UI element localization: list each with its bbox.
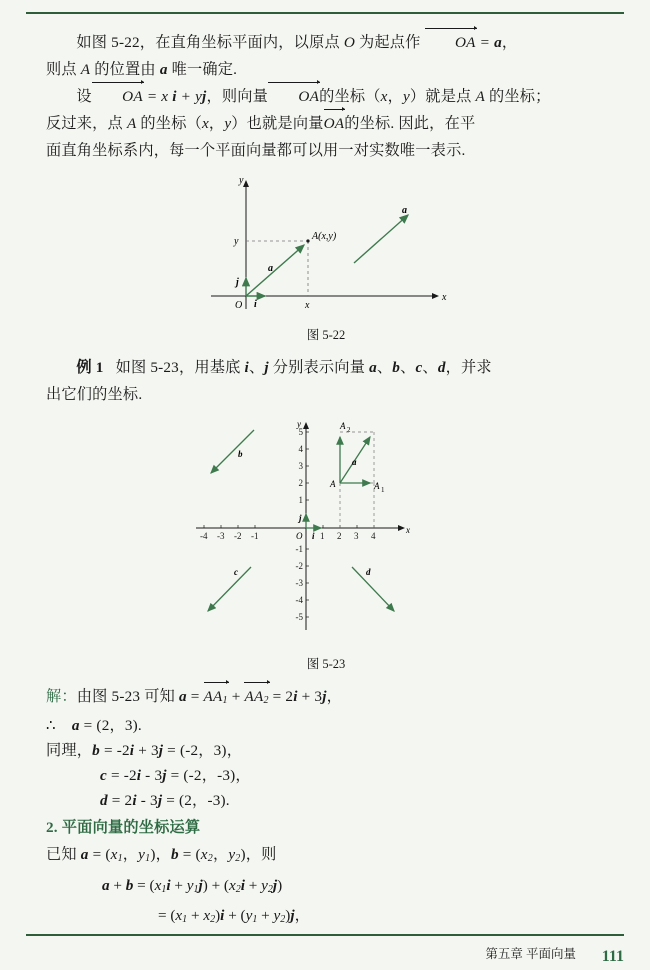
y-tick-labels (296, 427, 304, 622)
svg-text:-5: -5 (295, 612, 303, 622)
math-i: i (293, 688, 298, 705)
text-run: ， (387, 88, 403, 105)
solution-label: 解： (46, 688, 77, 705)
math-x2: $x_2$ (203, 907, 216, 925)
text-run: 、 (248, 359, 265, 376)
text-run: ， (501, 34, 518, 51)
therefore-symbol: ∴ (46, 717, 56, 734)
text-run: 的位置由 (90, 61, 160, 78)
text-run: ， (294, 907, 310, 924)
point-A2-sub: 2 (347, 426, 351, 434)
text-run: = (2，-3). (162, 792, 230, 809)
math-j: j (157, 792, 163, 809)
math-y2: $y_2$ (228, 846, 241, 864)
math-A: A (80, 61, 91, 78)
math-vector-OA: OA (268, 84, 319, 109)
solution-line-1 (46, 684, 606, 713)
text-run: 、 (400, 359, 416, 376)
text-run: = (-2，-3)， (166, 767, 251, 784)
example-1-line-1 (46, 355, 606, 380)
text-run: + y (176, 88, 203, 105)
text-run: 出它们的坐标. (46, 386, 143, 403)
math-O: O (343, 34, 356, 51)
text-run: ）也就是向量 (231, 115, 324, 132)
svg-text:3: 3 (354, 531, 359, 541)
example-1-line-2 (46, 382, 606, 407)
text-run: 、 (422, 359, 438, 376)
text-run: = 2 (107, 792, 133, 809)
point-A-label: A(x,y) (312, 231, 337, 242)
vector-d-label: d (366, 567, 371, 577)
vector-i-label: i (312, 531, 315, 541)
math-j: j (202, 88, 207, 105)
text-run: 如图 5-23，用基底 (103, 359, 245, 376)
math-vector-OA: OA (425, 30, 476, 55)
text-run: = ( (158, 907, 176, 924)
figure-5-23-svg (156, 415, 496, 645)
vector-b-label: b (238, 449, 243, 459)
math-y: y (402, 88, 410, 105)
section-title: 平面向量的坐标运算 (57, 819, 201, 836)
text-run: 面直角坐标系内，每一个平面向量都可以用一对实数唯一表示. (46, 142, 466, 159)
figure-5-23-caption: 图 5-23 (306, 657, 346, 671)
vector-a-label: a (352, 457, 357, 467)
math-i: i (220, 907, 225, 924)
text-run: = 2 (268, 688, 294, 705)
paragraph-2-line-3 (46, 138, 606, 163)
svg-text:-1: -1 (295, 544, 303, 554)
math-b: b (170, 846, 179, 863)
math-i: i (240, 877, 245, 894)
math-i: i (136, 767, 142, 784)
text-run: 由图 5-23 可知 (76, 688, 179, 705)
text-run: ， (122, 846, 139, 863)
text-run: 唯一确定. (167, 61, 238, 78)
math-x: x (201, 115, 209, 132)
svg-text:2: 2 (298, 478, 303, 488)
text-run: - 3 (136, 792, 158, 809)
math-a: a (71, 717, 80, 734)
text-run: + (227, 688, 245, 705)
point-A1-sub: 1 (381, 486, 385, 494)
svg-text:-3: -3 (295, 578, 303, 588)
vector-c (208, 567, 251, 611)
text-run: ) + ( (202, 877, 229, 894)
text-run: - 3 (141, 767, 163, 784)
header-rule (26, 12, 624, 14)
figure-5-22-svg (176, 171, 476, 316)
text-run: 的坐标； (484, 88, 551, 105)
example-tag: 例 1 (76, 359, 104, 376)
math-y2: $y_2$ (273, 907, 286, 925)
paragraph-2-line-2 (46, 111, 606, 136)
text-run: 同理， (46, 742, 93, 759)
math-d: d (100, 792, 108, 809)
text-run: = ( (133, 877, 155, 894)
text-run: ，则向量 (206, 88, 269, 105)
math-a: a (159, 61, 168, 78)
text-run: + (187, 907, 204, 924)
text-run: ) (277, 877, 283, 894)
text-run: ，并求 (445, 359, 492, 376)
math-i: i (172, 88, 177, 105)
free-vector-a (354, 215, 408, 263)
math-equals: = (475, 34, 495, 51)
svg-text:3: 3 (298, 461, 303, 471)
text-run: 、 (376, 359, 393, 376)
x-axis-label: x (442, 292, 447, 303)
vector-b (211, 430, 254, 473)
math-b: b (125, 877, 134, 894)
math-j: j (322, 688, 327, 705)
svg-text:4: 4 (298, 444, 303, 454)
free-vector-a-label: a (402, 205, 407, 216)
math-j: j (158, 742, 164, 759)
math-A: A (126, 115, 137, 132)
solution-line-5 (46, 788, 606, 813)
math-x1: $x_1$ (154, 877, 167, 895)
vector-OA (246, 245, 304, 296)
point-A (306, 239, 309, 242)
text-run: ) (285, 907, 291, 924)
svg-text:5: 5 (298, 427, 303, 437)
y-tick-label: y (234, 236, 239, 247)
math-b: b (392, 359, 401, 376)
section-given (46, 842, 606, 871)
math-vector-AA2: $AA_2$ (244, 684, 268, 713)
text-run: + (109, 877, 126, 894)
page-number: 111 (601, 948, 624, 965)
x-tick-label: x (305, 300, 310, 311)
origin-label: O (296, 531, 303, 541)
text-run: = x (142, 88, 173, 105)
text-run: ， (326, 688, 342, 705)
footer-chapter: 第五章 平面向量 (485, 947, 576, 961)
svg-text:2: 2 (337, 531, 342, 541)
math-d: d (437, 359, 446, 376)
vector-i-label: i (254, 299, 257, 310)
footer-rule (26, 934, 624, 936)
text-run: + (170, 877, 187, 894)
math-c: c (415, 359, 423, 376)
math-x2: $x_2$ (200, 846, 213, 864)
svg-text:4: 4 (371, 531, 376, 541)
vector-c-label: c (234, 567, 238, 577)
svg-text:-1: -1 (251, 531, 259, 541)
math-c: c (100, 767, 107, 784)
text-run: ， (212, 846, 229, 863)
figure-5-23 (46, 415, 606, 672)
solution-line-3 (46, 738, 606, 763)
text-run: 如图 5-22，在直角坐标平面内，以原点 (76, 34, 344, 51)
text-run: ）就是点 (409, 88, 476, 105)
origin-label: O (235, 300, 243, 311)
x-axis-label: x (406, 525, 410, 535)
text-run: = -2 (106, 767, 137, 784)
text-run: + 3 (297, 688, 323, 705)
vector-j-label: j (236, 277, 239, 288)
figure-5-22-caption: 图 5-22 (306, 328, 346, 342)
page-content (46, 30, 606, 933)
solution-line-4 (46, 763, 606, 788)
text-run: 反过来，点 (46, 115, 127, 132)
text-run: ， (208, 115, 225, 132)
text-run (56, 717, 72, 734)
text-run: = (186, 688, 204, 705)
text-run: 已知 (46, 846, 81, 863)
math-i: i (129, 742, 135, 759)
math-x1: $x_1$ (175, 907, 188, 925)
equation-2 (46, 903, 606, 933)
math-i: i (166, 877, 171, 894)
svg-text:-4: -4 (200, 531, 208, 541)
math-b: b (92, 742, 100, 759)
text-run: )，则 (240, 846, 277, 863)
solution-block (46, 684, 606, 813)
math-y1: $y_1$ (186, 877, 199, 895)
math-x: x (380, 88, 388, 105)
text-run: + (244, 877, 262, 894)
y-axis-label: y (297, 419, 301, 429)
text-run: + 3 (134, 742, 159, 759)
text-run: = -2 (99, 742, 130, 759)
svg-text:-2: -2 (295, 561, 303, 571)
svg-text:-4: -4 (295, 595, 303, 605)
math-i: i (132, 792, 137, 809)
math-a: a (102, 877, 110, 894)
math-y2: $y_2$ (261, 877, 273, 895)
math-a: a (365, 359, 377, 376)
text-run: + (257, 907, 274, 924)
point-A1-label: A (374, 481, 380, 491)
figure-5-22 (46, 171, 606, 343)
math-i: i (244, 359, 249, 376)
text-run: = (-2，3)， (163, 742, 243, 759)
paragraph-1-line-1 (46, 30, 606, 55)
math-x1: $x_1$ (110, 846, 123, 864)
svg-text:-2: -2 (234, 531, 242, 541)
x-tick-labels (200, 531, 376, 541)
section-heading (46, 815, 606, 840)
text-run: ) (215, 907, 221, 924)
math-x2: $x_2$ (229, 877, 241, 895)
text-run: + ( (224, 907, 246, 924)
math-y: y (224, 115, 232, 132)
svg-text:1: 1 (298, 495, 303, 505)
math-y1: $y_1$ (138, 846, 151, 864)
paragraph-1-line-2 (46, 57, 606, 82)
math-a: a (80, 846, 89, 863)
math-j: j (162, 767, 167, 784)
math-a: a (178, 688, 187, 705)
solution-line-2 (46, 713, 606, 738)
text-run: = ( (178, 846, 201, 863)
equation-1 (46, 873, 606, 903)
text-run: )， (150, 846, 171, 863)
text-run: 的坐标（ (136, 115, 202, 132)
y-axis-label: y (239, 175, 244, 186)
text-run: 则点 (46, 61, 81, 78)
text-run: 为起点作 (355, 34, 425, 51)
math-vector-OA: OA (324, 111, 345, 136)
math-j: j (290, 907, 295, 924)
math-j: j (264, 359, 269, 376)
math-vector-OA: OA (92, 84, 143, 109)
text-run: 的坐标. 因此，在平 (344, 115, 476, 132)
text-run: = ( (88, 846, 111, 863)
text-run: 设 (76, 88, 92, 105)
point-A-label: A (330, 479, 336, 489)
math-j: j (198, 877, 203, 894)
math-a: a (494, 34, 502, 51)
math-y1: $y_1$ (245, 907, 258, 925)
point-A2-label: A (340, 421, 346, 431)
math-A: A (475, 88, 485, 105)
text-run: = (2，3). (79, 717, 142, 734)
paragraph-2-line-1 (46, 84, 606, 109)
math-j: j (272, 877, 278, 894)
text-run: 的坐标（ (319, 88, 381, 105)
vector-j-label: j (299, 513, 302, 523)
text-run: 分别表示向量 (268, 359, 366, 376)
svg-text:1: 1 (320, 531, 325, 541)
math-vector-AA1: $AA_1$ (204, 684, 228, 713)
svg-text:-3: -3 (217, 531, 225, 541)
section-number: 2. (46, 819, 58, 836)
vector-d (352, 567, 394, 611)
vector-a-label: a (268, 263, 273, 274)
